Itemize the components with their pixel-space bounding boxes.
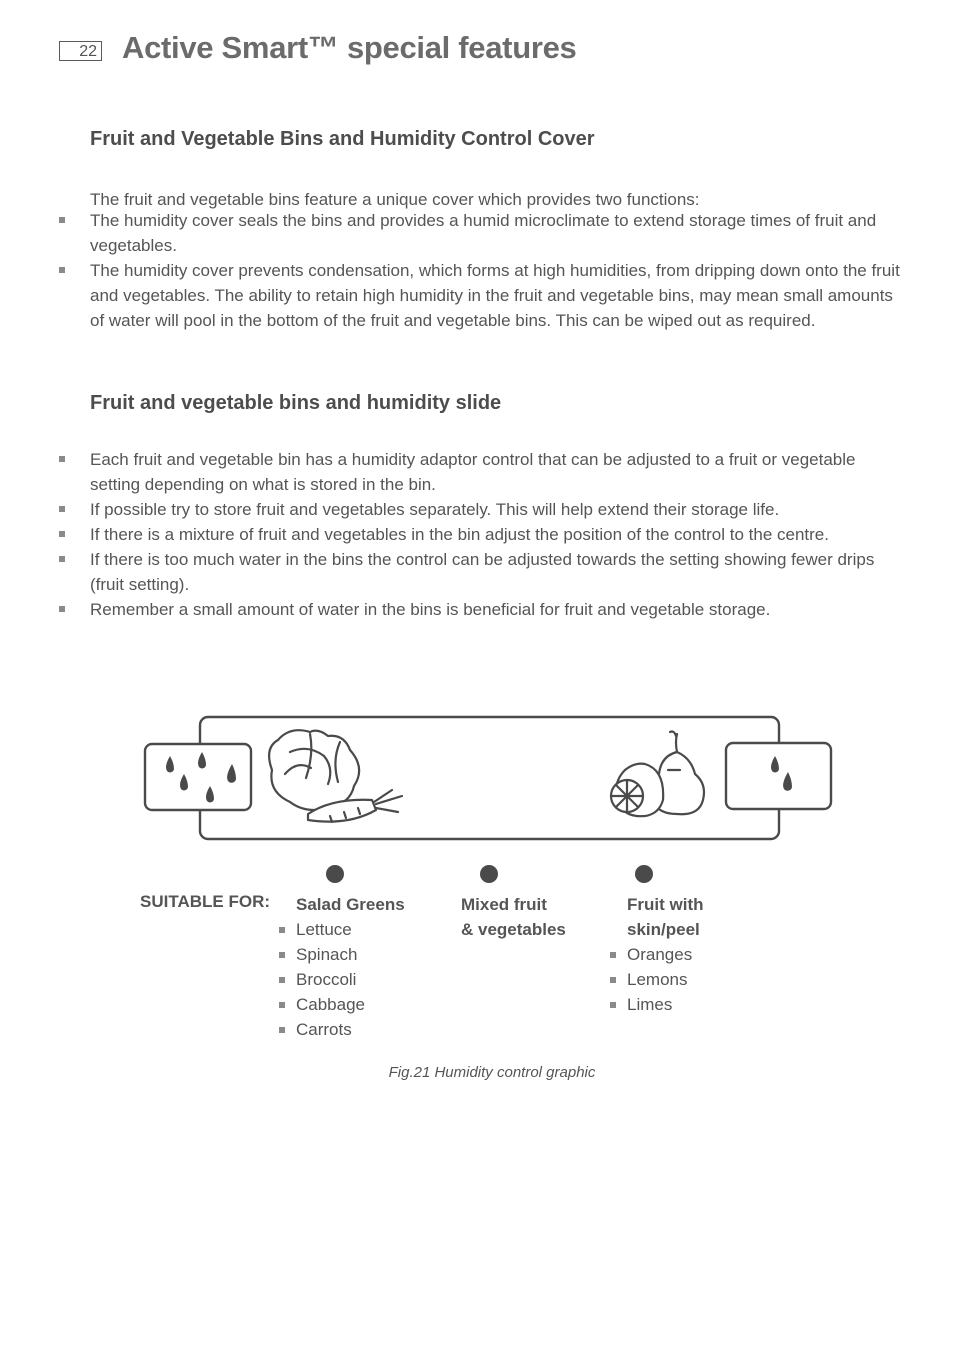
list-item: If there is a mixture of fruit and vegetables in the bin adjust the position of the control to the centre. — [90, 522, 905, 547]
list-item: Lettuce — [296, 917, 405, 942]
list-item: Cabbage — [296, 992, 405, 1017]
citrus-fruit-icon — [611, 732, 704, 817]
suitable-for-label: SUITABLE FOR: — [140, 892, 271, 911]
setting-dot-mixed — [480, 865, 498, 883]
list-item: Broccoli — [296, 967, 405, 992]
salad-items-list — [296, 917, 405, 1042]
setting-dot-salad — [326, 865, 344, 883]
section-heading-humidity-cover: Fruit and Vegetable Bins and Humidity Control Cover — [90, 128, 595, 150]
list-item: Lemons — [627, 967, 703, 992]
column-heading-line2: & vegetables — [461, 920, 566, 939]
column-salad-greens — [296, 892, 405, 1042]
few-drops-icon — [726, 743, 831, 809]
list-item: The humidity cover seals the bins and provides a humid microclimate to extend storage times of fruit and vegetables. — [90, 208, 905, 258]
page-number: 22 — [59, 41, 102, 61]
salad-vegetables-icon — [269, 730, 402, 822]
figure-caption: Fig.21 Humidity control graphic — [388, 1064, 596, 1081]
list-item: If there is too much water in the bins the control can be adjusted towards the setting showing fewer drips (fruit setting). — [90, 547, 905, 597]
humidity-slide-list — [90, 447, 905, 622]
list-item: If possible try to store fruit and vegetables separately. This will help extend their storage life. — [90, 497, 905, 522]
list-item: Carrots — [296, 1017, 405, 1042]
fruit-items-list — [627, 942, 703, 1017]
page-title: Active Smart™ special features — [122, 30, 577, 65]
setting-dot-fruit — [635, 865, 653, 883]
list-item: Spinach — [296, 942, 405, 967]
humidity-control-graphic — [140, 712, 840, 847]
column-heading: Fruit with — [627, 895, 704, 914]
column-heading: Mixed fruit — [461, 895, 547, 914]
column-heading-line2: skin/peel — [627, 920, 700, 939]
humidity-cover-list — [90, 208, 905, 333]
section-heading-humidity-slide: Fruit and vegetable bins and humidity slide — [90, 392, 502, 414]
column-fruit-skin — [627, 892, 703, 1017]
column-heading: Salad Greens — [296, 895, 405, 914]
list-item: Limes — [627, 992, 703, 1017]
column-mixed — [461, 892, 566, 942]
list-item: Each fruit and vegetable bin has a humidity adaptor control that can be adjusted to a fruit or vegetable setting depending on what is stored in the bin. — [90, 447, 905, 497]
list-item: The humidity cover prevents condensation, which forms at high humidities, from dripping down onto the fruit and vegetables. The ability to retain high humidity in the fruit and vegetable bins, may mean small amounts of water will pool in the bottom of the fruit and vegetable bins. This can be wiped out as required. — [90, 258, 905, 333]
list-item: Remember a small amount of water in the bins is beneficial for fruit and vegetable storage. — [90, 597, 905, 622]
list-item: Oranges — [627, 942, 703, 967]
section-intro: The fruit and vegetable bins feature a unique cover which provides two functions: — [90, 190, 700, 209]
